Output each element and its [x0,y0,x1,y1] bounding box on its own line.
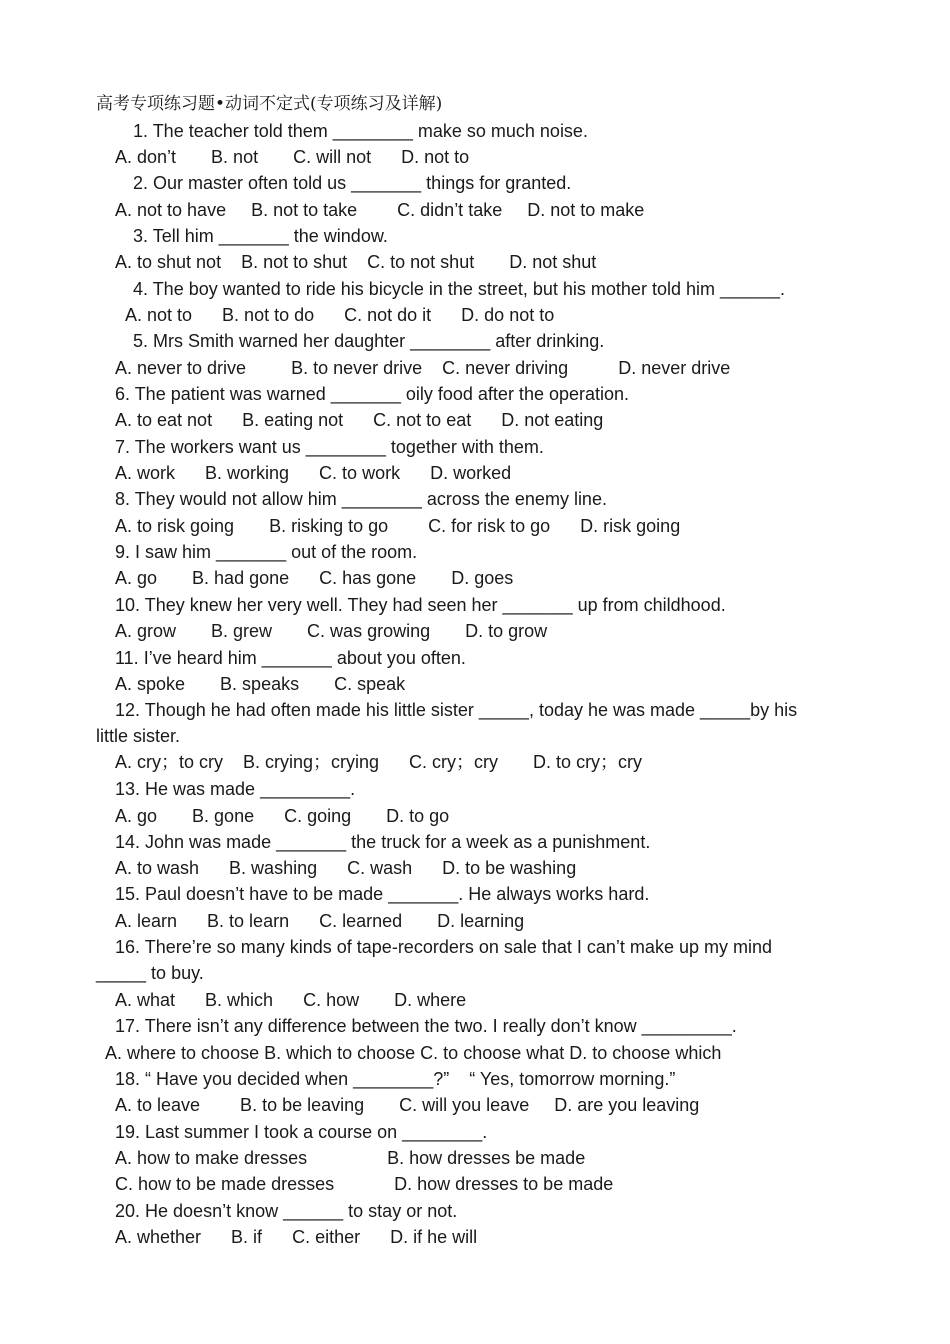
question-11: 11. I’ve heard him _______ about you often. [115,648,466,668]
question-12: 12. Though he had often made his little sister _____, today he was made _____by his [115,700,798,720]
options-17: A. where to choose B. which to choose C. to choose what D. to choose which [105,1043,722,1063]
options-3: A. to shut not B. not to shut C. to not shut D. not shut [115,252,597,272]
options-4: A. not to B. not to do C. not do it D. do not to [125,305,555,325]
question-20: 20. He doesn’t know ______ to stay or not. [115,1201,458,1221]
question-9: 9. I saw him _______ out of the room. [115,542,418,562]
document-title: 高考专项练习题•动词不定式(专项练习及详解) [96,94,443,114]
question-13: 13. He was made _________. [115,779,356,799]
question-16-cont: _____ to buy. [96,963,204,983]
options-13: A. go B. gone C. going D. to go [115,806,450,826]
question-12-cont: little sister. [96,726,181,746]
options-2: A. not to have B. not to take C. didn’t take D. not to make [115,200,645,220]
options-19-cd: C. how to be made dresses D. how dresses to be made [115,1174,614,1194]
question-15: 15. Paul doesn’t have to be made _______. He always works hard. [115,884,650,904]
options-15: A. learn B. to learn C. learned D. learning [115,911,525,931]
question-1: 1. The teacher told them ________ make so much noise. [133,121,588,141]
question-8: 8. They would not allow him ________ across the enemy line. [115,489,607,509]
options-11: A. spoke B. speaks C. speak [115,674,406,694]
question-4: 4. The boy wanted to ride his bicycle in the street, but his mother told him ______. [133,279,786,299]
question-19: 19. Last summer I took a course on ________. [115,1122,488,1142]
options-14: A. to wash B. washing C. wash D. to be washing [115,858,577,878]
options-6: A. to eat not B. eating not C. not to eat D. not eating [115,410,604,430]
options-20: A. whether B. if C. either D. if he will [115,1227,478,1247]
options-19-ab: A. how to make dresses B. how dresses be made [115,1148,586,1168]
options-7: A. work B. working C. to work D. worked [115,463,512,483]
question-18: 18. “ Have you decided when ________?” “ Yes, tomorrow morning.” [115,1069,676,1089]
options-18: A. to leave B. to be leaving C. will you leave D. are you leaving [115,1095,700,1115]
options-1: A. don’t B. not C. will not D. not to [115,147,470,167]
options-16: A. what B. which C. how D. where [115,990,467,1010]
question-6: 6. The patient was warned _______ oily food after the operation. [115,384,630,404]
question-7: 7. The workers want us ________ together with them. [115,437,544,457]
options-8: A. to risk going B. risking to go C. for risk to go D. risk going [115,516,681,536]
question-14: 14. John was made _______ the truck for a week as a punishment. [115,832,651,852]
question-2: 2. Our master often told us _______ things for granted. [133,173,572,193]
question-3: 3. Tell him _______ the window. [133,226,388,246]
question-17: 17. There isn’t any difference between the two. I really don’t know _________. [115,1016,737,1036]
question-16: 16. There’re so many kinds of tape-recorders on sale that I can’t make up my mind [115,937,772,957]
options-12: A. cry；to cry B. crying；crying C. cry；cry D. to cry；cry [115,752,643,772]
question-10: 10. They knew her very well. They had seen her _______ up from childhood. [115,595,726,615]
options-10: A. grow B. grew C. was growing D. to grow [115,621,548,641]
question-5: 5. Mrs Smith warned her daughter ________ after drinking. [133,331,605,351]
options-5: A. never to drive B. to never drive C. never driving D. never drive [115,358,731,378]
options-9: A. go B. had gone C. has gone D. goes [115,568,514,588]
